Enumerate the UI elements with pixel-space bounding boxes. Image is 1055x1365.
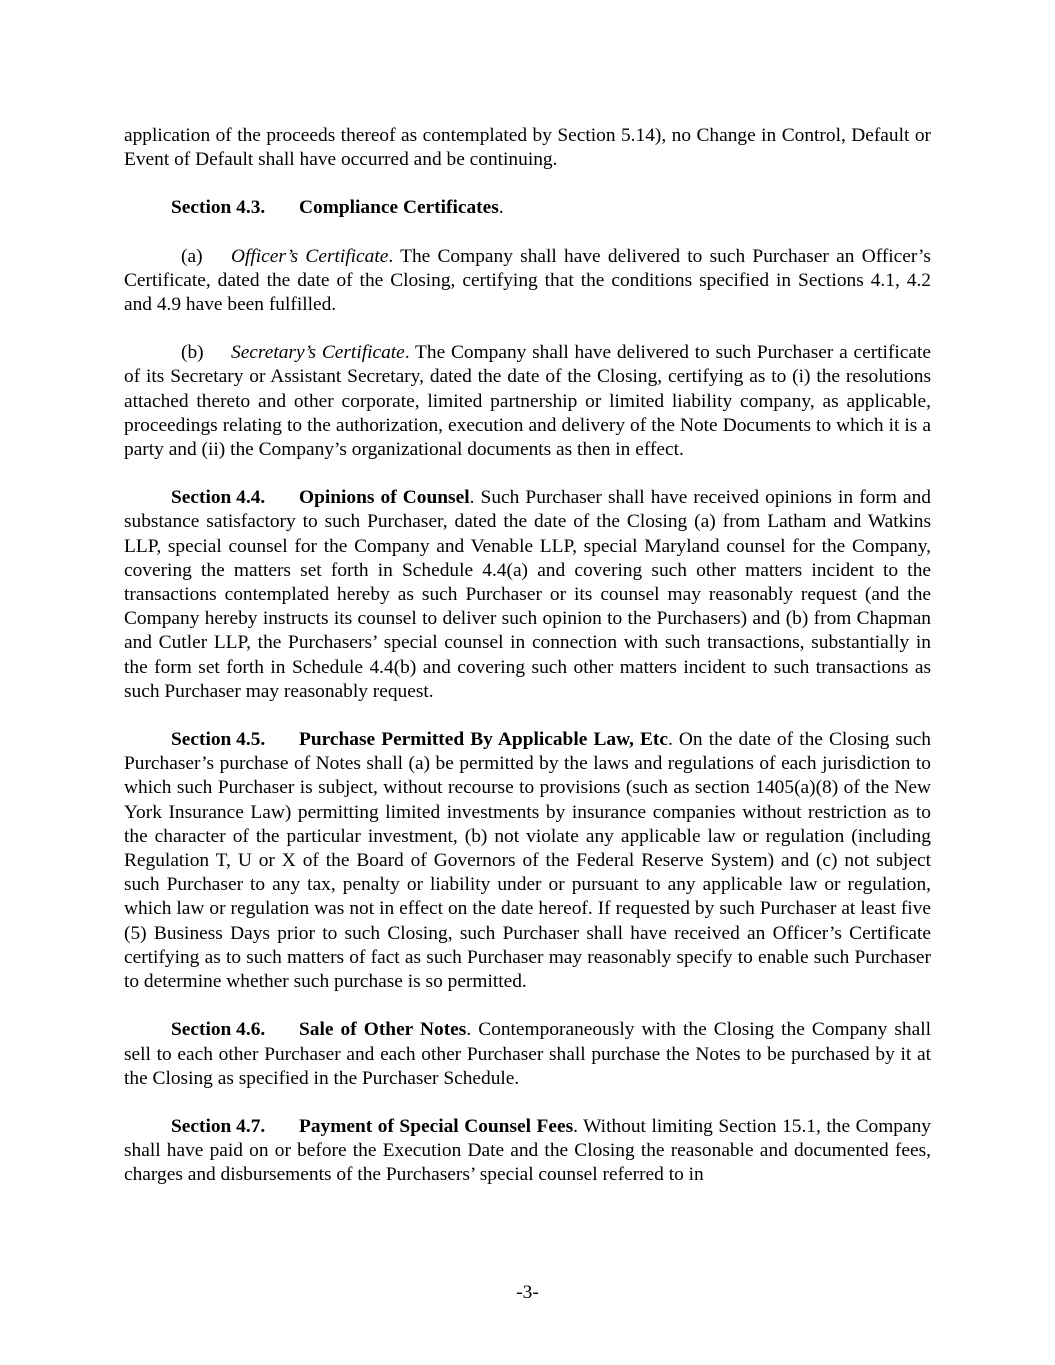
section-title: Sale of Other Notes <box>299 1019 467 1041</box>
section-number: Section 4.7. <box>171 1115 266 1137</box>
section-title: Purchase Permitted By Applicable Law, Etc <box>299 729 668 751</box>
section-4-7 <box>124 1115 931 1188</box>
section-text: . Without limiting Section 15.1, the Company shall have paid on or before the Execution Date and the Closing the reasonable and documented fees, charges and disbursements of the Purchasers’ special counsel referred to in <box>124 1115 931 1186</box>
section-4-3-heading <box>124 196 931 220</box>
section-4-4 <box>124 486 931 704</box>
section-text: . Contemporaneously with the Closing the Company shall sell to each other Purchaser and each other Purchaser shall purchase the Notes to be purchased by it at the Closing as specified in the Purchaser Schedule. <box>124 1019 931 1089</box>
subsection-heading: Secretary’s Certificate <box>231 342 405 364</box>
subsection-label: (a) <box>181 245 203 267</box>
document-page <box>124 124 931 1212</box>
section-title: Opinions of Counsel <box>299 487 470 509</box>
section-4-3-a <box>124 245 931 318</box>
page-number: -3- <box>516 1282 539 1303</box>
section-4-6 <box>124 1018 931 1091</box>
subsection-text: . The Company shall have delivered to such Purchaser a certificate of its Secretary or Assistant Secretary, dated the date of the Closing, certifying as to (i) the resolutions attached thereto and other corporate, limited partnership or limited liability company, as applicable, proceedings relating to the authorization, execution and delivery of the Note Documents to which it is a party and (ii) the Company’s organizational documents as then in effect. <box>124 342 931 461</box>
subsection-text: . The Company shall have delivered to such Purchaser an Officer’s Certificate, dated the date of the Closing, certifying that the conditions specified in Sections 4.1, 4.2 and 4.9 have been fulfilled. <box>124 245 931 316</box>
section-title: Compliance Certificates <box>299 197 499 219</box>
section-title-punct: . <box>498 197 504 219</box>
section-number: Section 4.4. <box>171 487 266 509</box>
section-text: . Such Purchaser shall have received opinions in form and substance satisfactory to such Purchaser, dated the date of the Closing (a) from Latham and Watkins LLP, special counsel for the Company and Venable LLP, special Maryland counsel for the Company, covering the matters set forth in Schedule 4.4(a) and covering such other matters incident to the transactions contemplated hereby as such Purchaser or its counsel may reasonably request (and the Company hereby instructs its counsel to deliver such opinion to the Purchasers) and (b) from Chapman and Cutler LLP, the Purchasers’ special counsel in connection with such transactions, substantially in the form set forth in Schedule 4.4(b) and covering such other matters incident to such transactions as such Purchaser may reasonably request. <box>124 487 932 702</box>
section-text: . On the date of the Closing such Purchaser’s purchase of Notes shall (a) be permitted by the laws and regulations of each jurisdiction to which such Purchaser is subject, without recourse to provisions (such as section 1405(a)(8) of the New York Insurance Law) permitting limited investments by insurance companies without restriction as to the character of the particular investment, (b) not violate any applicable law or regulation (including Regulation T, U or X of the Board of Governors of the Federal Reserve System) and (c) not subject such Purchaser to any tax, penalty or liability under or pursuant to any applicable law or regulation, which law or regulation was not in effect on the date hereof. If requested by such Purchaser at least five (5) Business Days prior to such Closing, such Purchaser shall have received an Officer’s Certificate certifying as to such matters of fact as such Purchaser may reasonably specify to enable such Purchaser to determine whether such purchase is so permitted. <box>124 729 931 993</box>
subsection-label: (b) <box>181 342 204 364</box>
section-number: Section 4.6. <box>171 1019 266 1041</box>
paragraph-continuation: application of the proceeds thereof as contemplated by Section 5.14), no Change in Control, Default or Event of Default shall have occurred and be continuing. <box>124 125 931 171</box>
section-4-3-b <box>124 341 931 462</box>
section-number: Section 4.5. <box>171 729 266 751</box>
section-4-5 <box>124 728 931 994</box>
section-number: Section 4.3. <box>171 197 266 219</box>
section-title: Payment of Special Counsel Fees <box>299 1115 574 1137</box>
subsection-heading: Officer’s Certificate <box>231 245 389 267</box>
